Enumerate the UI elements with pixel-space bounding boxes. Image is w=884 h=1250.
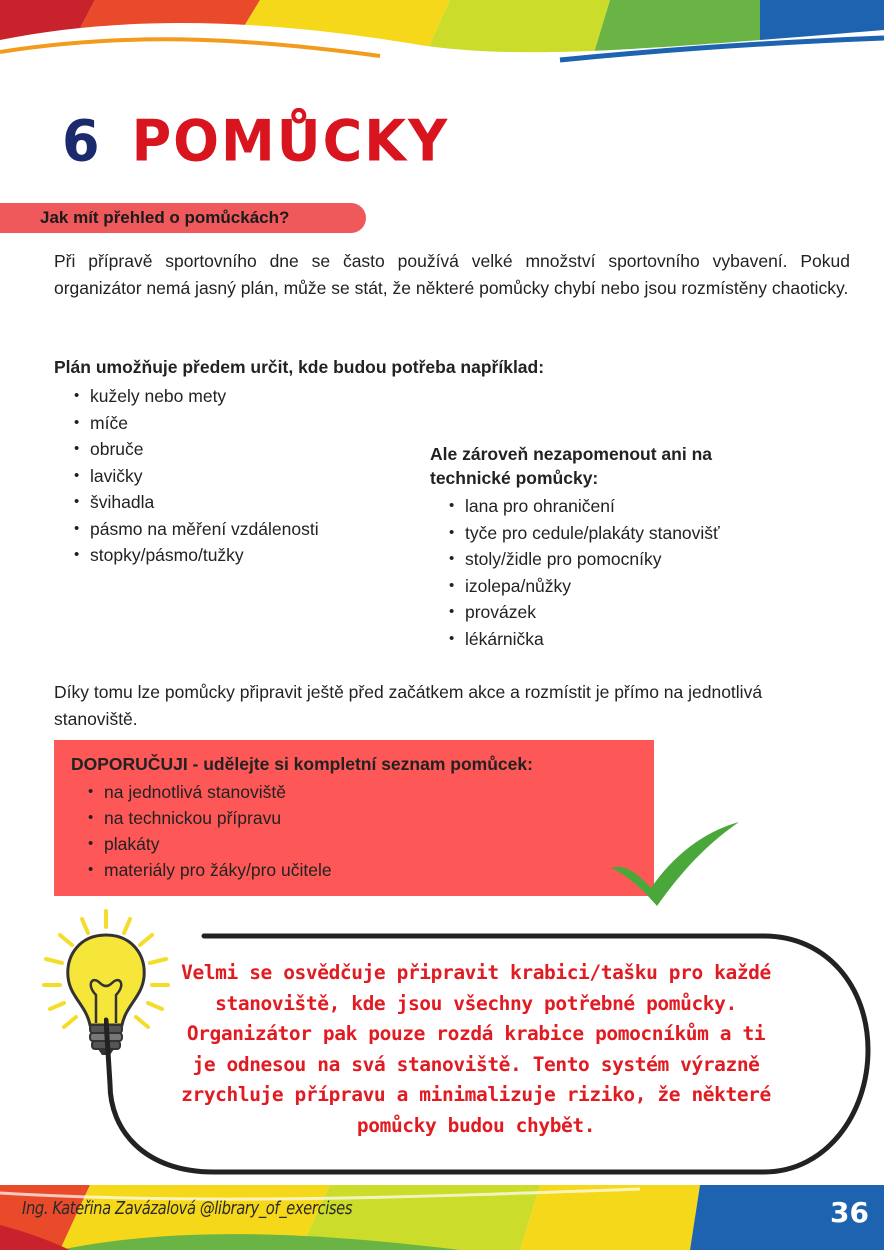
recommendation-heading: DOPORUČUJI - udělejte si kompletní seznam pomůcek:	[71, 754, 533, 774]
list-item: • míče	[72, 410, 319, 437]
section-label: Jak mít přehled o pomůckách?	[0, 203, 366, 233]
list-item: • lana pro ohraničení	[447, 493, 720, 520]
list-item: • lékárnička	[447, 626, 720, 653]
page-number: 36	[830, 1196, 869, 1229]
list-item: • obruče	[72, 436, 319, 463]
list-item: • švihadla	[72, 489, 319, 516]
top-decorative-band	[0, 0, 884, 66]
list-item: • na jednotlivá stanoviště	[86, 779, 654, 805]
list-item: • plakáty	[86, 831, 654, 857]
chapter-title: POMŮCKY	[131, 108, 450, 175]
plan-heading: Plán umožňuje předem určit, kde budou potřeba například:	[54, 357, 545, 377]
plan-list	[72, 383, 319, 569]
list-item: • kužely nebo mety	[72, 383, 319, 410]
list-item: • lavičky	[72, 463, 319, 490]
tech-list	[447, 493, 720, 652]
list-item: • pásmo na měření vzdálenosti	[72, 516, 319, 543]
tech-heading: Ale zároveň nezapomenout ani na technické pomůcky:	[430, 444, 712, 488]
chapter-number: 6	[62, 108, 102, 175]
list-item: • na technickou přípravu	[86, 805, 654, 831]
check-icon	[607, 818, 747, 910]
recommendation-box	[54, 740, 654, 896]
list-item: • stoly/židle pro pomocníky	[447, 546, 720, 573]
list-item: • tyče pro cedule/plakáty stanovišť	[447, 520, 720, 547]
tip-text: Velmi se osvědčuje připravit krabici/tašku pro každé stanoviště, kde jsou všechny potřebné pomůcky. Organizátor pak pouze rozdá krabice pomocníkům a ti je odnesou na svá stanoviště. Tento systém výrazně zrychluje přípravu a minimalizuje riziko, že některé pomůcky budou chybět.	[181, 961, 771, 1137]
page-title	[62, 108, 449, 174]
after-paragraph: Díky tomu lze pomůcky připravit ještě před začátkem akce a rozmístit je přímo na jednotlivá stanoviště.	[54, 682, 763, 729]
list-item: • izolepa/nůžky	[447, 573, 720, 600]
footer-author: Ing. Kateřina Zavázalová @library_of_exercises	[22, 1198, 353, 1219]
list-item: • materiály pro žáky/pro učitele	[86, 857, 654, 883]
recommendation-list	[86, 779, 654, 883]
list-item: • stopky/pásmo/tužky	[72, 542, 319, 569]
list-item: • provázek	[447, 599, 720, 626]
intro-paragraph: Při přípravě sportovního dne se často používá velké množství sportovního vybavení. Pokud organizátor nemá jasný plán, může se stát, že některé pomůcky chybí nebo jsou rozmístěny chaoticky.	[54, 251, 850, 298]
